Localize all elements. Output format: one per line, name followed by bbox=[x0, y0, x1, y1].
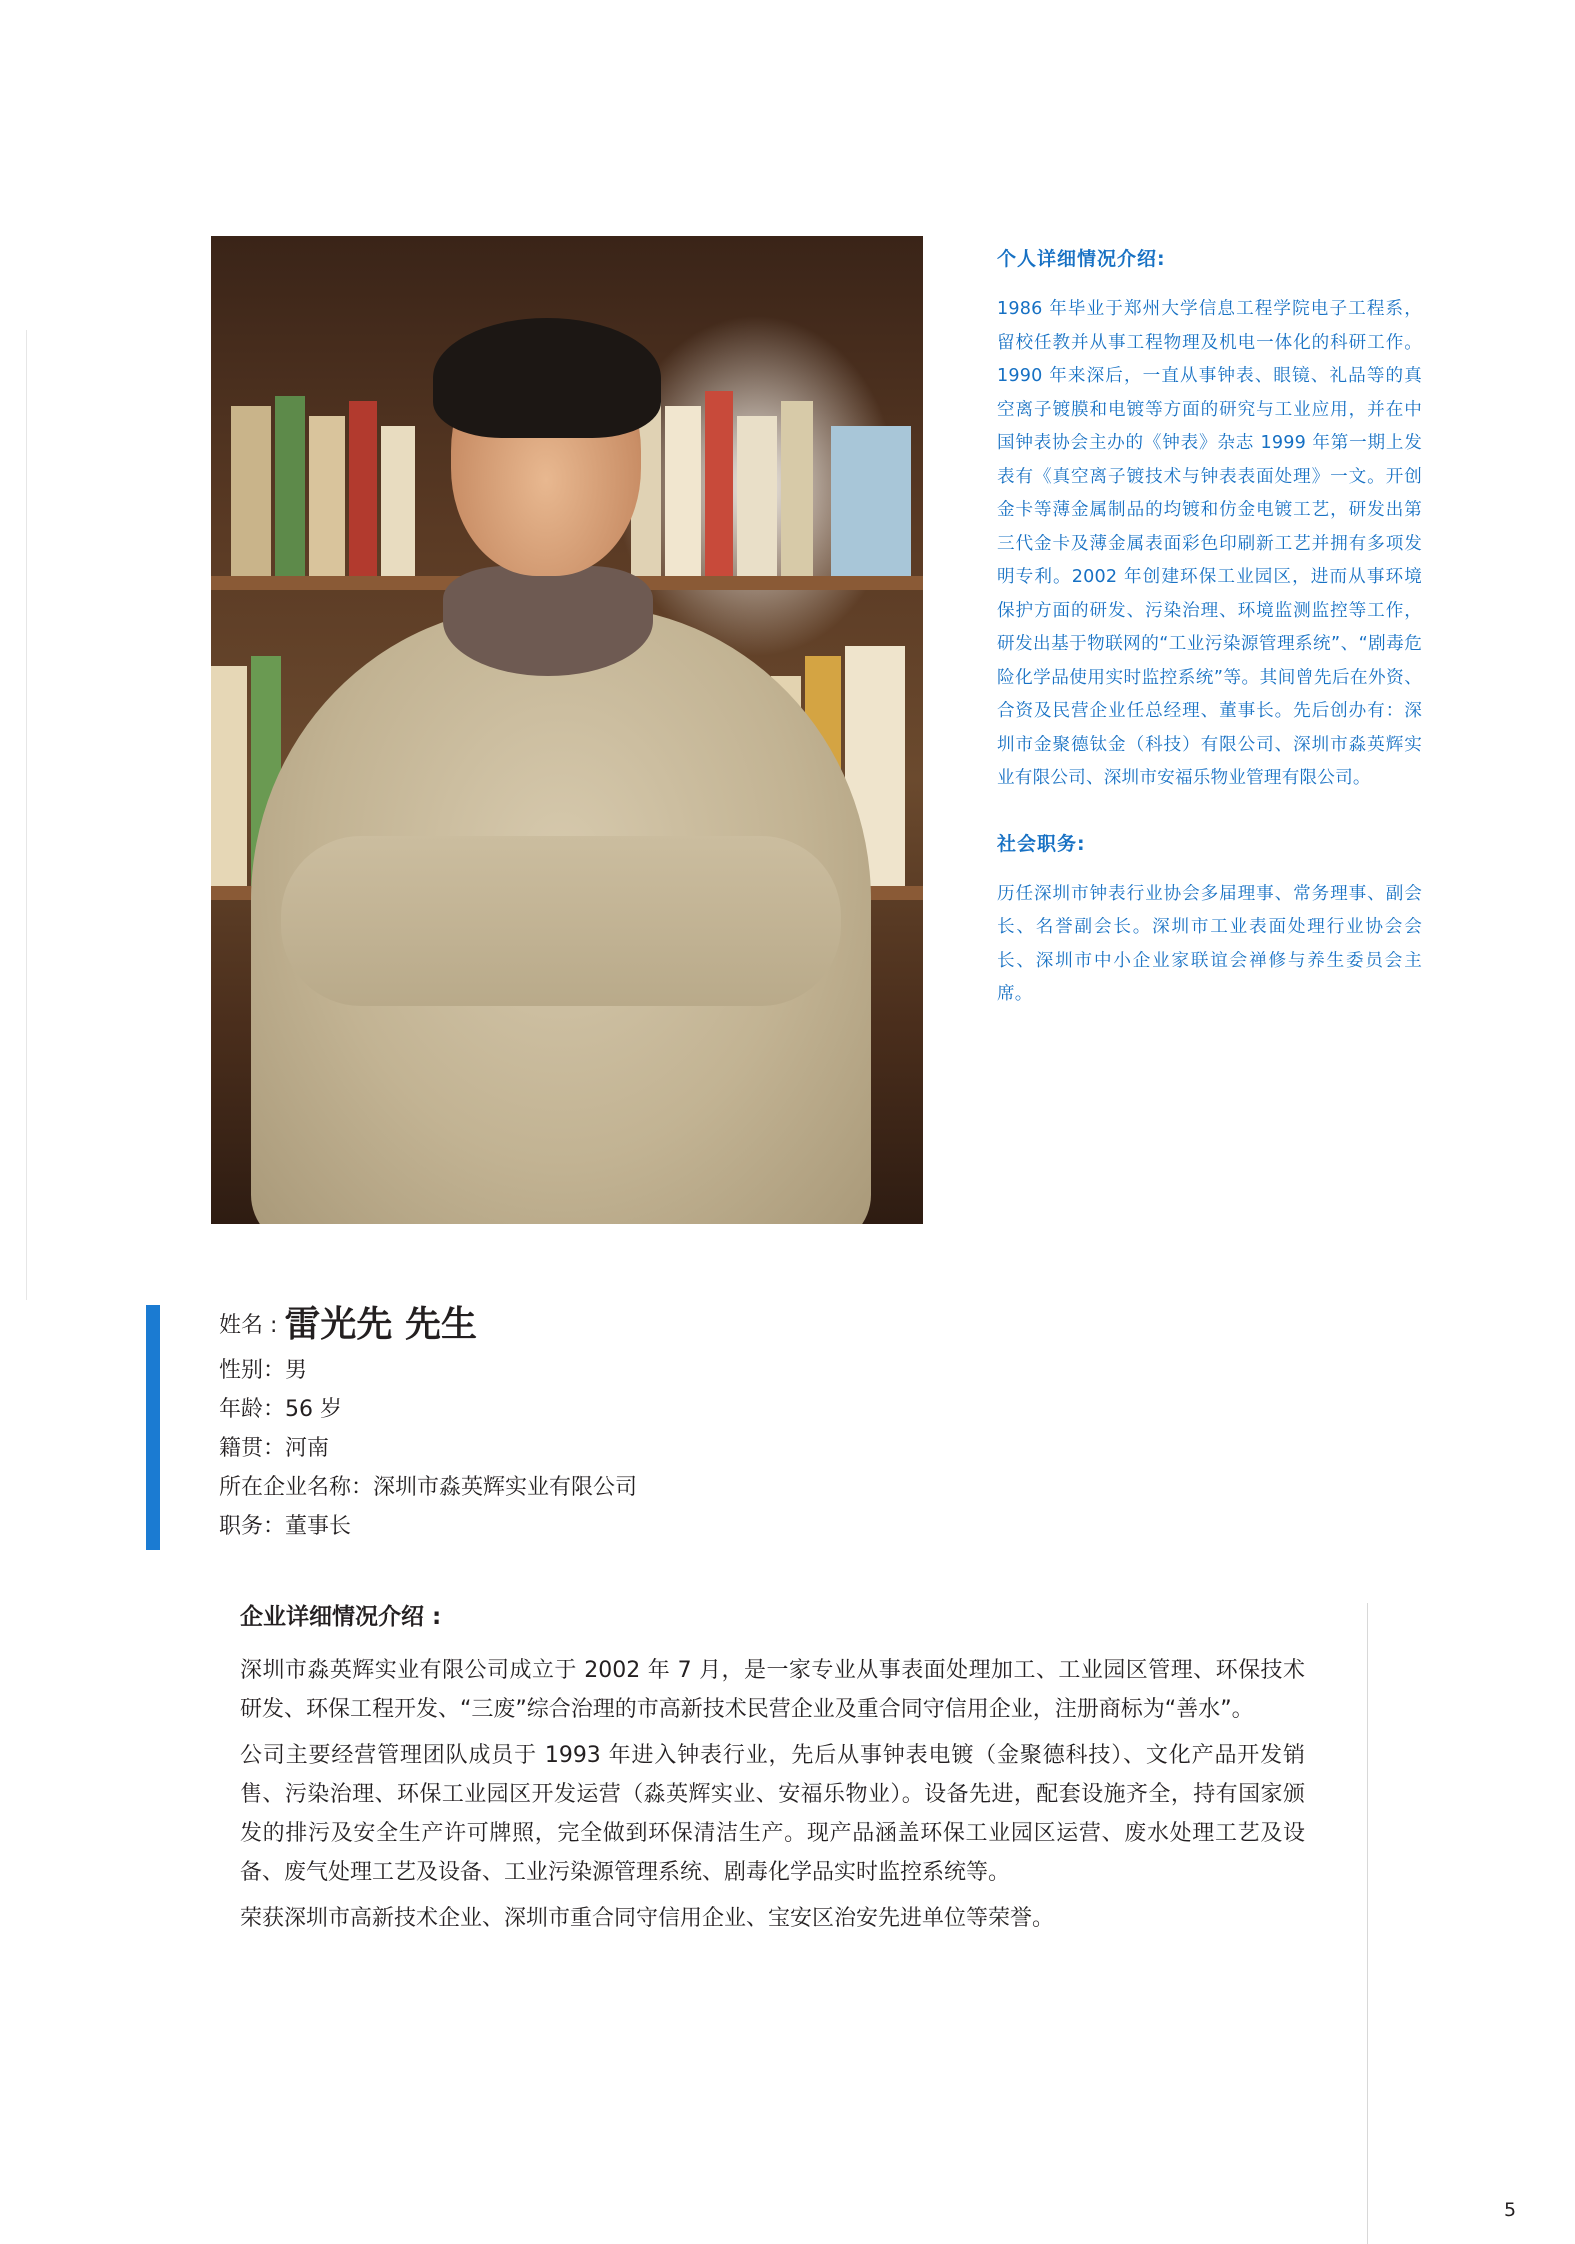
page-number: 5 bbox=[1504, 2199, 1517, 2221]
position-row: 职务：董事长 bbox=[219, 1514, 352, 1539]
personal-profile bbox=[997, 244, 1422, 1012]
company-profile bbox=[240, 1598, 1305, 1945]
social-position-heading: 社会职务: bbox=[997, 832, 1086, 855]
name-label: 姓名 : bbox=[219, 1313, 285, 1338]
social-position-text: 历任深圳市钟表行业协会多届理事、常务理事、副会长、名誉副会长。深圳市工业表面处理行业协会会长、深圳市中小企业家联谊会禅修与养生委员会主席。 bbox=[997, 883, 1422, 1004]
origin-row: 籍贯：河南 bbox=[219, 1436, 330, 1461]
company-detail-heading: 企业详细情况介绍 : bbox=[240, 1604, 442, 1630]
portrait-photo bbox=[211, 236, 923, 1224]
personal-detail-text: 1986 年毕业于郑州大学信息工程学院电子工程系，留校任教并从事工程物理及机电一体化的科研工作。1990 年来深后，一直从事钟表、眼镜、礼品等的真空离子镀膜和电镀等方面的研究与工业应用，并在中国钟表协会主办的《钟表》杂志 1999 年第一期上发表有《真空离子镀技术与钟表表面处理》一文。开创金卡等薄金属制品的均镀和仿金电镀工艺，研发出第三代金卡及薄金属表面彩色印刷新工艺并拥有多项发明专利。2002 年创建环保工业园区，进而从事环境保护方面的研发、污染治理、环境监测监控等工作，研发出基于物联网的“工业污染源管理系统”、“剧毒危险化学品使用实时监控系统”等。其间曾先后在外资、合资及民营企业任总经理、董事长。先后创办有：深圳市金聚德钛金（科技）有限公司、深圳市淼英辉实业有限公司、深圳市安福乐物业管理有限公司。 bbox=[997, 299, 1422, 788]
company-paragraph: 荣获深圳市高新技术企业、深圳市重合同守信用企业、宝安区治安先进单位等荣誉。 bbox=[240, 1906, 1055, 1931]
basic-info bbox=[219, 1300, 637, 1546]
left-margin-rule bbox=[26, 330, 27, 1300]
personal-detail-heading: 个人详细情况介绍: bbox=[997, 248, 1166, 270]
hair bbox=[433, 318, 661, 438]
info-accent-bar bbox=[146, 1305, 160, 1550]
right-margin-rule bbox=[1367, 1603, 1368, 2244]
gender-row: 性别：男 bbox=[219, 1358, 308, 1383]
company-paragraph: 深圳市淼英辉实业有限公司成立于 2002 年 7 月，是一家专业从事表面处理加工、工业园区管理、环保技术研发、环保工程开发、“三废”综合治理的市高新技术民营企业及重合同守信用企业，注册商标为“善水”。 bbox=[240, 1658, 1305, 1722]
company-paragraph: 公司主要经营管理团队成员于 1993 年进入钟表行业，先后从事钟表电镀（金聚德科技）、文化产品开发销售、污染治理、环保工业园区开发运营（淼英辉实业、安福乐物业）。设备先进，配套设施齐全，持有国家颁发的排污及安全生产许可牌照，完全做到环保清洁生产。现产品涵盖环保工业园区运营、废水处理工艺及设备、废气处理工艺及设备、工业污染源管理系统、剧毒化学品实时监控系统等。 bbox=[240, 1743, 1305, 1885]
company-name-row: 所在企业名称：深圳市淼英辉实业有限公司 bbox=[219, 1475, 638, 1500]
name-value: 雷光先 先生 bbox=[284, 1304, 477, 1345]
age-row: 年龄：56 岁 bbox=[219, 1397, 342, 1422]
shirt-collar bbox=[443, 566, 653, 676]
crossed-arms bbox=[281, 836, 841, 1006]
name-row bbox=[219, 1300, 637, 1351]
